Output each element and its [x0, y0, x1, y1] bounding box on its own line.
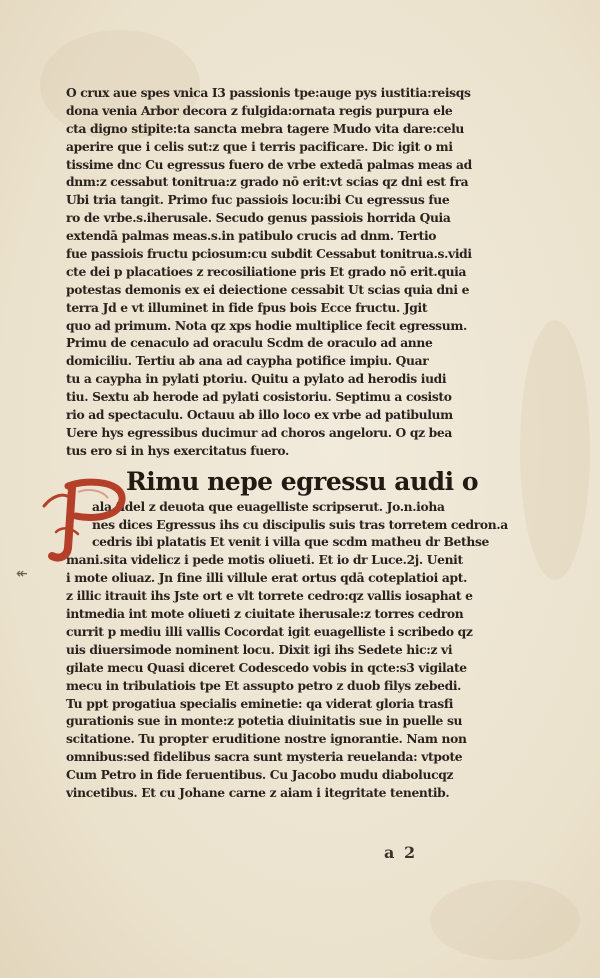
text-line: Cum Petro in fide feruentibus. Cu Jacobo mudu diabolucqz	[66, 767, 454, 783]
text-line: extendā palmas meas.s.in patibulo crucis ad dnm. Tertio	[66, 228, 437, 244]
text-line: currit p mediu illi vallis Cocordat igit euagelliste i scribedo qz	[66, 623, 473, 639]
margin-pointer-mark: ↞	[16, 566, 28, 582]
text-line: mani.sita videlicz i pede motis oliueti. Et io dr Luce.2j. Uenit	[66, 552, 463, 568]
text-line: tus ero si in hys exercitatus fuero.	[66, 442, 289, 458]
text-line: fue passiois fructu pciosum:cu subdit Cessabut tonitrua.s.vidi	[66, 246, 472, 262]
text-line: cte dei p placatioes z recosiliatione pris Et grado nō erit.quia	[66, 263, 467, 279]
text-line: omnibus:sed fidelibus sacra sunt mysteria reuelanda: vtpote	[66, 749, 463, 765]
text-line: tissime dnc Cu egressus fuero de vrbe extedā palmas meas ad	[66, 156, 472, 172]
signature-mark: a 2	[384, 843, 418, 862]
chapter-heading: Rimu nepe egressu audi o	[126, 466, 479, 496]
text-line: aperire que i celis sut:z que i terris pacificare. Dic igit o mi	[66, 138, 453, 154]
text-line: tiu. Sextu ab herode ad pylati cosistoriu. Septimu a cosisto	[66, 389, 452, 405]
text-line: uis diuersimode nominent locu. Dixit igi ihs Sedete hic:z vi	[66, 641, 453, 657]
text-line: nes dices Egressus ihs cu discipulis suis tras torretem cedron.a	[92, 516, 508, 532]
text-line: scitatione. Tu propter eruditione nostre ignorantie. Nam non	[66, 731, 467, 747]
text-line: z illic itrauit ihs Jste ort e vlt torrete cedro:qz vallis iosaphat e	[66, 588, 473, 604]
paper-stain	[520, 320, 590, 580]
text-line: potestas demonis ex ei deiectione cessabit Ut scias quia dni e	[66, 281, 470, 297]
text-line: O crux aue spes vnica I3 passionis tpe:auge pys iustitia:reisqs	[66, 85, 471, 100]
text-line: ala fidel z deuota que euagelliste scripserut. Jo.n.ioha	[92, 498, 445, 514]
text-line: Uere hys egressibus ducimur ad choros angeloru. O qz bea	[66, 424, 453, 440]
text-line: tu a caypha in pylati ptoriu. Quitu a pylato ad herodis iudi	[66, 371, 447, 387]
initial-letter-text: P	[78, 536, 79, 537]
text-line: vincetibus. Et cu Johane carne z aiam i itegritate tenentib.	[66, 784, 450, 800]
text-line: intmedia int mote oliueti z ciuitate iherusale:z torres cedron	[66, 606, 464, 622]
text-line: mecu in tribulatiois tpe Et assupto petro z duob filys zebedi.	[66, 677, 462, 693]
text-block	[66, 84, 528, 802]
text-line: dona venia Arbor decora z fulgida:ornata regis purpura ele	[66, 102, 453, 118]
text-line: rio ad spectaculu. Octauu ab illo loco ex vrbe ad patibulum	[66, 407, 453, 423]
text-line: ro de vrbe.s.iherusale. Secudo genus passiois horrida Quia	[66, 210, 451, 226]
body-paragraph	[66, 498, 528, 802]
text-line: quo ad primum. Nota qz xps hodie multiplice fecit egressum.	[66, 317, 467, 333]
text-line: dnm:z cessabut tonitrua:z grado nō erit:vt scias qz dni est fra	[66, 174, 469, 190]
text-line: terra Jd e vt illuminet in fide fpus bois Ecce fructu. Jgit	[66, 299, 428, 315]
text-line: Ubi tria tangit. Primo fuc passiois locu:ibi Cu egressus fue	[66, 192, 450, 208]
paper-stain	[430, 880, 580, 960]
text-line: Tu ppt progatiua specialis eminetie: qa viderat gloria trasfi	[66, 695, 454, 711]
text-line: cedris ibi platatis Et venit i villa que scdm matheu dr Bethse	[92, 534, 489, 550]
text-line: domiciliu. Tertiu ab ana ad caypha potifice impiu. Quar	[66, 353, 429, 369]
text-line: gilate mecu Quasi diceret Codescedo vobis in qcte:s3 vigilate	[66, 659, 467, 675]
text-line: i mote oliuaz. Jn fine illi villule erat ortus qdā coteplatioi apt.	[66, 570, 468, 586]
top-paragraph	[66, 84, 528, 460]
decorated-initial-p	[38, 476, 130, 562]
text-line: Primu de cenaculo ad oraculu Scdm de oraculo ad anne	[66, 335, 433, 351]
text-line: gurationis sue in monte:z potetia diuinitatis sue in puelle su	[66, 713, 463, 729]
text-line: cta digno stipite:ta sancta mebra tagere Mudo vita dare:celu	[66, 120, 464, 136]
